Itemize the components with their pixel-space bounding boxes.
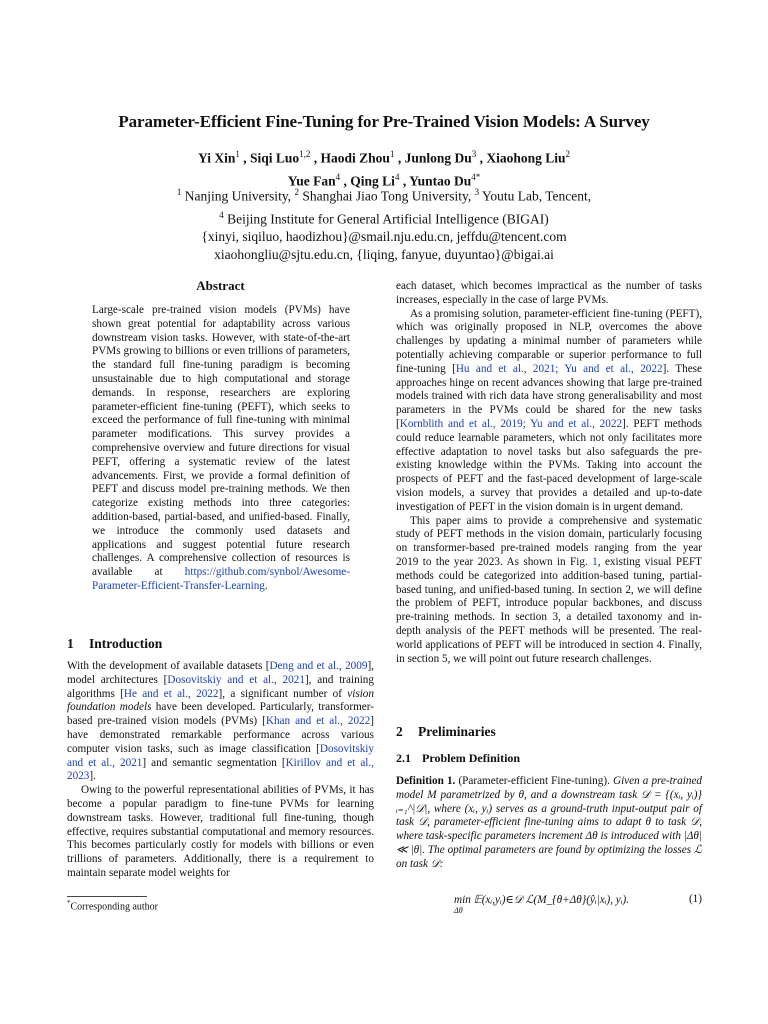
citation-link[interactable]: Deng and et al., 2009	[269, 660, 368, 672]
intro-body	[67, 660, 374, 881]
body-text: , existing visual PEFT methods could be categorized into addition-based tuning, partial-based tuning, and unified-based tuning. In section 2, we will define the problem of PEFT, introduce popular backbones, and discuss pre-training methods. In section 3, a detailed taxonomy and in-depth analysis of the PEFT methods will be presented. The real-world applications of PEFT will be introduced in section 4. Finally, in section 5, we will point out future research challenges.	[396, 555, 703, 665]
citation-link[interactable]: Kornblith and et al., 2019; Yu and et al., 2022	[399, 417, 623, 430]
affiliation-sup: 1	[176, 187, 182, 197]
body-text: ] and semantic segmentation [	[142, 756, 286, 769]
author-affiliation-mark: 4	[335, 171, 341, 182]
resource-link[interactable]: https://github.com/synbol/Awesome-Parameter-Efficient-Transfer-Learning	[92, 566, 350, 592]
footnote-mark: *	[67, 899, 71, 907]
definition-block	[396, 775, 702, 872]
footnote-rule	[67, 896, 147, 897]
affiliation-sup: 3	[474, 187, 480, 197]
affiliation-text: Youtu Lab, Tencent,	[479, 188, 592, 204]
citation-link[interactable]: Khan and et al., 2022	[265, 715, 371, 728]
body-text: ].	[89, 770, 96, 783]
author-affiliation-mark: 1	[235, 149, 240, 159]
author-affiliation-mark: 3	[471, 149, 477, 159]
scope-paragraph	[396, 515, 702, 667]
citation-link[interactable]: Hu and et al., 2021; Yu and et al., 2022	[455, 362, 663, 375]
citation-link[interactable]: He and et al., 2022	[123, 687, 219, 700]
section-number: 1	[67, 636, 74, 651]
body-text: ]. PEFT methods could reduce learnable parameters, which not only facilitates more effective adaptation to novel tasks but also safeguards the pre-existing knowledge within the PVMs. Taking into account the prospects of PEFT and the fast-paced development of large-scale vision models, a survey that provides a detailed and up-to-date investigation of PEFT in the vision domain is in urgent demand.	[396, 417, 702, 513]
section-title: Introduction	[89, 636, 163, 651]
author-line-1: Yi Xin$^1$ , Siqi Luo$^{1,2}$ , Haodi Zhou$^1$ , Junlong Du$^3$ , Xiaohong Liu$^2$	[197, 149, 571, 166]
author-name: Yuntao Du	[409, 173, 472, 188]
abstract-text: Large-scale pre-trained vision models (PVMs) have shown great potential for adaptability across various downstream vision tasks. However, with state-of-the-art PVMs growing to billions or even trillions of parameters, the standard full fine-tuning paradigm is becoming unsustainable due to high computational and storage demands. In response, researchers are exploring parameter-efficient fine-tuning (PEFT), which seeks to exceed the performance of full fine-tuning with minimal parameter modifications. This survey provides a comprehensive overview and future directions for visual PEFT, offering a systematic review of the latest advancements. First, we provide a formal definition of PEFT and discuss model pre-training methods. We then categorize existing methods into three categories: addition-based, partial-based, and unified-based. Finally, we introduce the commonly used datasets and applications and suggest potential future research challenges. A comprehensive collection of resources is available at	[92, 304, 350, 579]
affiliation-text: Beijing Institute for General Artificial Intelligence (BIGAI)	[227, 211, 549, 226]
abstract-body	[92, 304, 350, 594]
body-text: This paper aims to provide a comprehensive and systematic study of PEFT methods in the vision domain, particularly focusing on transformer-based pre-trained models ranging from the year 2019 to the year 2023. As shown in Fig.	[396, 514, 702, 568]
author-name: Yue Fan	[287, 173, 336, 188]
email-line-1: {xinyi, siqiluo, haodizhou}@smail.nju.edu.cn, jeffdu@tencent.com	[201, 229, 567, 244]
footnote-text: Corresponding author	[70, 901, 158, 913]
affiliation-text: Nanjing University,	[181, 188, 295, 204]
affiliation-line-2	[0, 206, 768, 229]
paper-title: Parameter-Efficient Fine-Tuning for Pre-Trained Vision Models: A Survey	[118, 112, 650, 131]
author-affiliation-mark: 1,2	[299, 149, 311, 159]
equation-body: min 𝔼(xᵢ,yᵢ)∈𝒟 ℒ(M_{θ+Δθ}(ŷᵢ|xᵢ), yᵢ).	[454, 894, 630, 906]
author-name: Yi Xin	[197, 150, 236, 166]
author-name: Junlong Du	[404, 150, 472, 166]
author-name: Haodi Zhou	[320, 150, 390, 166]
emphasis-text: vision foundation models	[67, 687, 374, 714]
peft-paragraph	[396, 308, 702, 515]
body-text: ], and training algorithms [	[67, 673, 374, 700]
body-text: With the development of available datasets [	[67, 660, 270, 672]
abstract-end: .	[264, 579, 268, 592]
definition-label: Definition 1.	[396, 775, 456, 787]
paragraph-continued: each dataset, which becomes impractical as the number of tasks increases, especially in the case of large PVMs.	[396, 280, 702, 306]
definition-text: Given a pre-trained model M parametrized by θ, and a downstream task 𝒟 = {(xᵢ, yᵢ)}ᵢ₌₁^|𝒟|, where (xᵢ, yᵢ) serves as a ground-truth input-output pair of task 𝒟, parameter-efficient fine-tuning aims to adapt θ to task 𝒟, where task-specific parameters increment Δθ is introduced with |Δθ| ≪ |θ|. The optimal parameters are found by optimizing the losses ℒ on task 𝒟:	[396, 775, 703, 870]
citation-link[interactable]: Dosovitskiy and et al., 2021	[167, 673, 305, 686]
footnote	[67, 899, 158, 912]
definition-name: (Parameter-efficient Fine-tuning).	[458, 775, 610, 787]
equation-subscript: Δθ	[454, 906, 463, 915]
author-name: Qing Li	[350, 173, 395, 188]
body-text: As a promising solution, parameter-efficient fine-tuning (PEFT), which was originally proposed in NLP, overcomes the above challenges by updating a minimal number of parameters while potentially achieving comparable or superior performance to full fine-tuning [	[396, 307, 702, 375]
author-name: Siqi Luo	[250, 150, 300, 166]
author-affiliation-mark: 4	[394, 171, 400, 182]
body-text: ], a significant number of	[218, 687, 348, 700]
abstract-heading: Abstract	[196, 278, 245, 293]
affiliations	[0, 183, 768, 264]
affiliation-sup: 2	[294, 187, 299, 197]
equation-number: (1)	[688, 893, 702, 905]
author-affiliation-mark: 2	[565, 149, 571, 159]
author-line-2: Yue Fan$^4$ , Qing Li$^4$ , Yuntao $Du^{4*}$	[287, 171, 481, 188]
affiliation-line-1	[0, 183, 768, 206]
intro-paragraph-2: Owing to the powerful representational abilities of PVMs, it has become a popular paradigm to fine-tune PVMs for learning downstream tasks. However, traditional full fine-tuning, though effective, requires substantial computational and memory resources. This becomes particularly costly for models with billions or even trillions of parameters. Additionally, there is a requirement to maintain separate model weights for	[67, 784, 374, 879]
author-affiliation-mark: 1	[389, 149, 395, 159]
author-affiliation-mark: 4*	[471, 171, 481, 182]
subsection-title: Problem Definition	[422, 751, 521, 765]
affiliation-text: Shanghai Jiao Tong University,	[298, 188, 475, 204]
body-text: ]. These approaches hinge on recent advances showing that large pre-trained models trained with rich data have strong generalisability and most parameters in the PVMs could be shared for the new tasks [	[396, 362, 702, 430]
subsection-number: 2.1	[396, 751, 411, 765]
citation-link[interactable]: 1	[592, 555, 598, 568]
intro-paragraph-1	[67, 660, 374, 784]
affiliation-sup: 4	[219, 209, 224, 220]
body-text: ] have demonstrated remarkable performance across various computer vision tasks, such as image classification [	[67, 715, 374, 755]
section-number: 2	[396, 724, 403, 739]
body-text: have been developed. Particularly, transformer-based pre-trained vision models (PVMs) [	[67, 701, 374, 728]
definition-1	[396, 775, 702, 872]
email-line-2: xiaohongliu@sjtu.edu.cn, {liqing, fanyue, duyuntao}@bigai.ai	[214, 247, 554, 262]
section-2-heading	[396, 724, 496, 740]
section-1-heading	[67, 636, 162, 652]
right-column-body	[396, 280, 702, 666]
author-name: Xiaohong Liu	[486, 150, 566, 166]
subsection-2-1-heading	[396, 751, 520, 766]
body-text: ], model architectures [	[67, 660, 374, 686]
citation-link[interactable]: Kirillov and et al., 2023	[67, 756, 374, 783]
section-title: Preliminaries	[418, 724, 496, 739]
citation-link[interactable]: Dosovitskiy and et al., 2021	[67, 742, 374, 769]
